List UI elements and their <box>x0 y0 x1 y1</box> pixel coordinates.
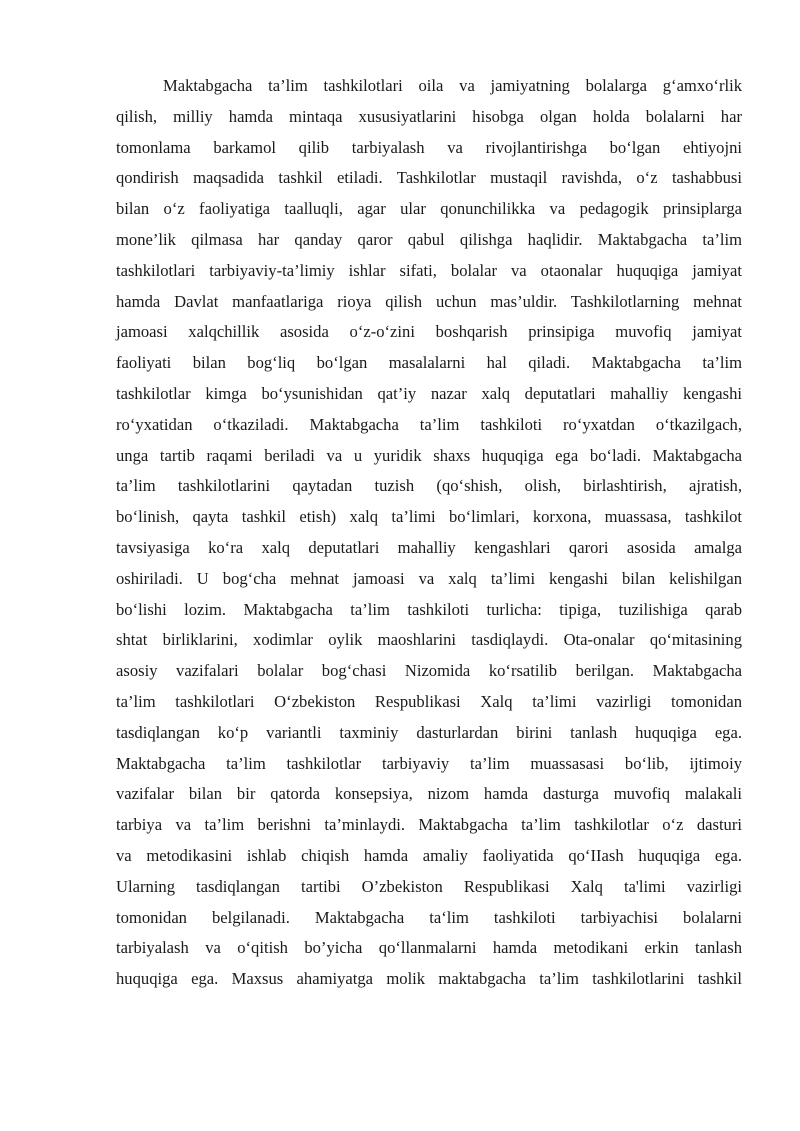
text-line: tomonlama barkamol qilib tarbiyalash va rivojlantirishga bo‘lgan ehtiyojni <box>116 137 742 157</box>
text-line: bo‘linish, qayta tashkil etish) xalq ta’limi bo‘limlari, korxona, muassasa, tashkilot <box>116 507 742 527</box>
text-line: tashkilotlar kimga bo‘ysunishidan qat’iy nazar xalq deputatlari mahalliy kengashi <box>116 383 742 403</box>
text-line: tarbiyalash va o‘qitish bo’yicha qo‘llanmalarni hamda metodikani erkin tanlash <box>116 938 742 958</box>
text-line: tasdiqlangan ko‘p variantli taxminiy dasturlardan birini tanlash huquqiga ega. <box>116 722 742 742</box>
text-line: ta’lim tashkilotlarini qaytadan tuzish (qo‘shish, olish, birlashtirish, ajratish, <box>116 476 742 496</box>
text-line: tashkilotlari tarbiyaviy-ta’limiy ishlar sifati, bolalar va otaonalar huquqiga jamiyat <box>116 260 742 280</box>
text-line: bilan o‘z faoliyatiga taalluqli, agar ular qonunchilikka va pedagogik prinsiplarga <box>116 199 742 219</box>
text-line: qondirish maqsadida tashkil etiladi. Tashkilotlar mustaqil ravishda, o‘z tashabbusi <box>116 168 742 188</box>
text-line: jamoasi xalqchillik asosida o‘z-o‘zini boshqarish prinsipiga muvofiq jamiyat <box>116 322 742 342</box>
text-line: asosiy vazifalari bolalar bog‘chasi Nizomida ko‘rsatilib berilgan. Maktabgacha <box>116 661 742 681</box>
text-line: oshiriladi. U bog‘cha mehnat jamoasi va xalq ta’limi kengashi bilan kelishilgan <box>116 568 742 588</box>
text-line: tomonidan belgilanadi. Maktabgacha ta‘lim tashkiloti tarbiyachisi bolalarni <box>116 907 742 927</box>
text-line: ro‘yxatidan o‘tkaziladi. Maktabgacha ta’lim tashkiloti ro‘yxatdan o‘tkazilgach, <box>116 414 742 434</box>
text-line: va metodikasini ishlab chiqish hamda amaliy faoliyatida qo‘IIash huquqiga ega. <box>116 845 742 865</box>
text-line: ta’lim tashkilotlari O‘zbekiston Respublikasi Xalq ta’limi vazirligi tomonidan <box>116 691 742 711</box>
text-line: tarbiya va ta’lim berishni ta’minlaydi. Maktabgacha ta’lim tashkilotlar o‘z dasturi <box>116 815 742 835</box>
text-line: faoliyati bilan bog‘liq bo‘lgan masalalarni hal qiladi. Maktabgacha ta’lim <box>116 353 742 373</box>
text-line: Maktabgacha ta’lim tashkilotlar tarbiyaviy ta’lim muassasasi bo‘lib, ijtimoiy <box>116 753 742 773</box>
text-line: Maktabgacha ta’lim tashkilotlari oila va jamiyatning bolalarga g‘amxo‘rlik <box>163 76 742 95</box>
text-line: Ularning tasdiqlangan tartibi O’zbekiston Respublikasi Xalq ta'limi vazirligi <box>116 876 742 896</box>
text-line: shtat birliklarini, xodimlar oylik maoshlarini tasdiqlaydi. Ota-onalar qo‘mitasining <box>116 630 742 650</box>
text-line: unga tartib raqami beriladi va u yuridik shaxs huquqiga ega bo‘ladi. Maktabgacha <box>116 445 742 465</box>
text-line: hamda Davlat manfaatlariga rioya qilish uchun mas’uldir. Tashkilotlarning mehnat <box>116 291 742 311</box>
text-line: bo‘lishi lozim. Maktabgacha ta’lim tashkiloti turlicha: tipiga, tuzilishiga qarab <box>116 599 742 619</box>
body-paragraph <box>116 71 742 995</box>
text-line: mone’lik qilmasa har qanday qaror qabul qilishga haqlidir. Maktabgacha ta’lim <box>116 229 742 249</box>
text-line: tavsiyasiga ko‘ra xalq deputatlari mahalliy kengashlari qarori asosida amalga <box>116 537 742 557</box>
text-line: qilish, milliy hamda mintaqa xususiyatlarini hisobga olgan holda bolalarni har <box>116 106 742 126</box>
text-line: vazifalar bilan bir qatorda konsepsiya, nizom hamda dasturga muvofiq malakali <box>116 784 742 804</box>
text-line: huquqiga ega. Maxsus ahamiyatga molik maktabgacha ta’lim tashkilotlarini tashkil <box>116 969 742 989</box>
